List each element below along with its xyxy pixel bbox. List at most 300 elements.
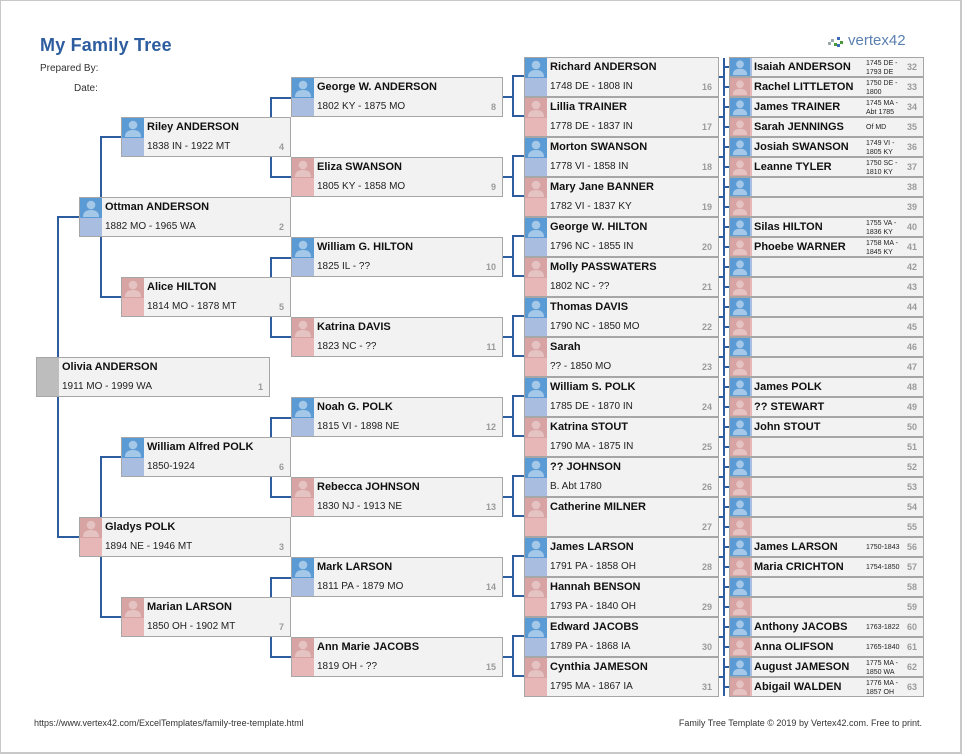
avatar-strip [730, 118, 752, 136]
person-avatar-icon [525, 418, 547, 438]
person-name: Katrina DAVIS [317, 321, 391, 333]
person-number: 61 [906, 642, 917, 652]
connector-line [512, 355, 524, 357]
person-box-31[interactable] [524, 657, 719, 697]
person-number: 4 [278, 142, 284, 152]
person-box-58[interactable] [729, 577, 924, 597]
person-number: 55 [906, 522, 917, 532]
person-box-19[interactable] [524, 177, 719, 217]
avatar-strip [730, 258, 752, 276]
person-avatar-icon [525, 378, 547, 398]
person-number: 42 [906, 262, 917, 272]
connector-line [723, 58, 725, 96]
person-box-29[interactable] [524, 577, 719, 617]
person-dates-line2: 1793 DE [866, 69, 894, 76]
prepared-by-label: Prepared By: [40, 63, 99, 74]
connector-line [57, 536, 79, 538]
person-number: 56 [906, 542, 917, 552]
connector-line [723, 338, 725, 376]
avatar-strip [292, 318, 314, 356]
person-box-49[interactable] [729, 397, 924, 417]
person-avatar-icon [292, 238, 314, 258]
person-number: 16 [701, 82, 712, 92]
person-avatar-icon [730, 418, 750, 436]
person-box-30[interactable] [524, 617, 719, 657]
person-name: Richard ANDERSON [550, 61, 657, 73]
avatar-strip [525, 458, 547, 496]
person-dates: 1785 DE - 1870 IN [550, 401, 633, 412]
avatar-strip [122, 118, 144, 156]
avatar-strip [525, 138, 547, 176]
person-avatar-icon [730, 58, 750, 76]
person-dates: 1811 PA - 1879 MO [317, 581, 404, 592]
person-number: 62 [906, 662, 917, 672]
avatar-strip [730, 598, 752, 616]
person-dates: 1790 MA - 1875 IN [550, 441, 634, 452]
person-number: 20 [701, 242, 712, 252]
logo-mark-icon [828, 34, 844, 48]
avatar-strip [730, 158, 752, 176]
person-box-21[interactable] [524, 257, 719, 297]
person-box-40[interactable] [729, 217, 924, 237]
avatar-strip [730, 398, 752, 416]
person-box-61[interactable] [729, 637, 924, 657]
connector-line [512, 475, 514, 517]
person-box-27[interactable] [524, 497, 719, 537]
person-number: 2 [278, 222, 284, 232]
person-box-43[interactable] [729, 277, 924, 297]
connector-line [512, 195, 524, 197]
connector-line [512, 515, 524, 517]
person-dates: 1838 IN - 1922 MT [147, 141, 231, 152]
connector-line [512, 155, 524, 157]
connector-line [270, 257, 291, 259]
person-box-32[interactable] [729, 57, 924, 77]
person-box-28[interactable] [524, 537, 719, 577]
person-box-39[interactable] [729, 197, 924, 217]
person-box-13[interactable] [291, 477, 503, 517]
connector-line [270, 417, 272, 437]
avatar-strip [730, 58, 752, 76]
person-dates-line2: 1810 KY [866, 169, 893, 176]
person-number: 13 [485, 502, 496, 512]
avatar-strip [292, 78, 314, 116]
person-avatar-icon [122, 118, 144, 138]
person-dates: ?? - 1850 MO [550, 361, 612, 372]
person-avatar-icon [730, 118, 750, 136]
person-box-56[interactable] [729, 537, 924, 557]
person-dates: 1796 NC - 1855 IN [550, 241, 634, 252]
person-avatar-icon [730, 478, 750, 496]
avatar-strip [292, 558, 314, 596]
person-name: August JAMESON [754, 661, 850, 673]
person-avatar-icon [730, 578, 750, 596]
person-avatar-icon [730, 598, 750, 616]
person-avatar-icon [730, 298, 750, 316]
person-dates: 1795 MA - 1867 IA [550, 681, 633, 692]
person-name: Josiah SWANSON [754, 141, 849, 153]
avatar-strip [730, 558, 752, 576]
connector-line [270, 97, 272, 117]
person-name: George W. HILTON [550, 221, 648, 233]
person-number: 36 [906, 142, 917, 152]
person-box-8[interactable] [291, 77, 503, 117]
person-name: George W. ANDERSON [317, 81, 437, 93]
person-dates [866, 679, 898, 697]
person-dates: 1850-1924 [147, 461, 195, 472]
person-dates-line1: 1745 MA - [866, 100, 898, 107]
avatar-strip [525, 98, 547, 136]
person-box-37[interactable] [729, 157, 924, 177]
person-avatar-icon [525, 178, 547, 198]
avatar-strip [730, 358, 752, 376]
person-box-5[interactable] [121, 277, 291, 317]
connector-line [723, 138, 725, 176]
person-name: Isaiah ANDERSON [754, 61, 851, 73]
person-dates: 1790 NC - 1850 MO [550, 321, 640, 332]
person-box-7[interactable] [121, 597, 291, 637]
connector-line [512, 75, 524, 77]
person-box-60[interactable] [729, 617, 924, 637]
person-name: Catherine MILNER [550, 501, 646, 513]
avatar-strip [730, 638, 752, 656]
connector-line [270, 157, 272, 177]
connector-line [270, 176, 291, 178]
avatar-strip [525, 578, 547, 616]
person-number: 10 [485, 262, 496, 272]
person-avatar-icon [525, 458, 547, 478]
page-title: My Family Tree [40, 35, 172, 55]
connector-line [512, 395, 514, 437]
person-number: 12 [485, 422, 496, 432]
person-avatar-icon [292, 398, 314, 418]
person-number: 25 [701, 442, 712, 452]
person-box-48[interactable] [729, 377, 924, 397]
avatar-strip [37, 358, 59, 396]
person-box-36[interactable] [729, 137, 924, 157]
person-box-3[interactable] [79, 517, 291, 557]
person-box-50[interactable] [729, 417, 924, 437]
person-avatar-icon [730, 438, 750, 456]
person-avatar-icon [292, 558, 314, 578]
avatar-strip [730, 278, 752, 296]
person-box-22[interactable] [524, 297, 719, 337]
person-number: 63 [906, 682, 917, 692]
person-avatar-icon [525, 218, 547, 238]
avatar-strip [730, 518, 752, 536]
avatar-strip [80, 198, 102, 236]
person-number: 26 [701, 482, 712, 492]
person-dates-line1: Of MD [866, 124, 887, 131]
person-avatar-icon [525, 578, 547, 598]
connector-line [270, 656, 291, 658]
connector-line [270, 336, 291, 338]
person-dates-line2: 1857 OH [866, 689, 895, 696]
person-box-35[interactable] [729, 117, 924, 137]
connector-line [57, 216, 79, 218]
person-avatar-icon [730, 198, 750, 216]
person-box-18[interactable] [524, 137, 719, 177]
person-name: Molly PASSWATERS [550, 261, 657, 273]
person-avatar-icon [730, 658, 750, 676]
avatar-strip [730, 538, 752, 556]
connector-line [512, 235, 524, 237]
person-number: 41 [906, 242, 917, 252]
person-name: James POLK [754, 381, 822, 393]
person-name: Ann Marie JACOBS [317, 641, 420, 653]
person-dates: 1882 MO - 1965 WA [105, 221, 196, 232]
connector-line [270, 317, 272, 337]
person-number: 3 [278, 542, 284, 552]
person-box-33[interactable] [729, 77, 924, 97]
person-name: Thomas DAVIS [550, 301, 629, 313]
person-box-1[interactable] [36, 357, 270, 397]
person-number: 22 [701, 322, 712, 332]
person-dates: 1748 DE - 1808 IN [550, 81, 633, 92]
connector-line [723, 98, 725, 136]
connector-line [100, 616, 121, 618]
person-name: Gladys POLK [105, 521, 176, 533]
person-box-57[interactable] [729, 557, 924, 577]
avatar-strip [730, 678, 752, 696]
person-name: Anthony JACOBS [754, 621, 848, 633]
person-box-26[interactable] [524, 457, 719, 497]
person-avatar-icon [730, 618, 750, 636]
person-number: 51 [906, 442, 917, 452]
person-box-53[interactable] [729, 477, 924, 497]
person-box-55[interactable] [729, 517, 924, 537]
person-box-52[interactable] [729, 457, 924, 477]
person-dates: B. Abt 1780 [550, 481, 602, 492]
person-avatar-icon [730, 218, 750, 236]
person-box-47[interactable] [729, 357, 924, 377]
avatar-strip [730, 298, 752, 316]
person-dates-line1: 1763-1822 [866, 624, 900, 631]
person-box-16[interactable] [524, 57, 719, 97]
person-number: 29 [701, 602, 712, 612]
person-number: 54 [906, 502, 917, 512]
person-box-14[interactable] [291, 557, 503, 597]
person-avatar-icon [525, 538, 547, 558]
connector-line [270, 417, 291, 419]
person-number: 50 [906, 422, 917, 432]
person-box-24[interactable] [524, 377, 719, 417]
person-avatar-icon [122, 598, 144, 618]
person-dates: 1819 OH - ?? [317, 661, 378, 672]
person-number: 21 [701, 282, 712, 292]
person-avatar-icon [730, 678, 750, 696]
person-name: Leanne TYLER [754, 161, 832, 173]
person-dates-line1: 1758 MA - [866, 240, 898, 247]
connector-line [270, 577, 291, 579]
connector-line [723, 578, 725, 616]
person-avatar-icon [730, 558, 750, 576]
person-name: Rebecca JOHNSON [317, 481, 420, 493]
person-box-41[interactable] [729, 237, 924, 257]
person-box-46[interactable] [729, 337, 924, 357]
person-name: Riley ANDERSON [147, 121, 239, 133]
avatar-strip [525, 218, 547, 256]
person-dates-line1: 1754-1850 [866, 564, 900, 571]
person-dates: 1805 KY - 1858 MO [317, 181, 406, 192]
connector-line [512, 435, 524, 437]
person-number: 38 [906, 182, 917, 192]
person-dates-line2: 1805 KY [866, 149, 893, 156]
person-avatar-icon [525, 338, 547, 358]
connector-line [512, 75, 514, 117]
person-number: 59 [906, 602, 917, 612]
person-box-54[interactable] [729, 497, 924, 517]
person-number: 18 [701, 162, 712, 172]
person-box-59[interactable] [729, 597, 924, 617]
person-avatar-icon [292, 478, 314, 498]
connector-line [512, 395, 524, 397]
person-avatar-icon [730, 358, 750, 376]
connector-line [270, 577, 272, 597]
connector-line [512, 275, 524, 277]
connector-line [512, 595, 524, 597]
person-dates: 1782 VI - 1837 KY [550, 201, 632, 212]
person-name: John STOUT [754, 421, 821, 433]
person-box-12[interactable] [291, 397, 503, 437]
person-number: 48 [906, 382, 917, 392]
person-avatar-icon [525, 618, 547, 638]
avatar-strip [730, 418, 752, 436]
person-dates-line2: 1836 KY [866, 229, 893, 236]
person-box-25[interactable] [524, 417, 719, 457]
person-dates [866, 99, 898, 117]
person-dates-line2: 1850 WA [866, 669, 895, 676]
avatar-strip [730, 218, 752, 236]
person-dates [866, 159, 898, 177]
person-number: 32 [906, 62, 917, 72]
avatar-strip [730, 198, 752, 216]
person-name: James TRAINER [754, 101, 841, 113]
avatar-strip [292, 238, 314, 276]
person-number: 9 [490, 182, 496, 192]
connector-line [100, 137, 102, 197]
person-box-6[interactable] [121, 437, 291, 477]
person-dates: 1793 PA - 1840 OH [550, 601, 636, 612]
person-name: Abigail WALDEN [754, 681, 842, 693]
person-dates-line1: 1749 VI - [866, 140, 895, 147]
person-name: Rachel LITTLETON [754, 81, 854, 93]
person-box-20[interactable] [524, 217, 719, 257]
person-name: James LARSON [754, 541, 838, 553]
avatar-strip [730, 318, 752, 336]
person-avatar-icon [730, 258, 750, 276]
person-number: 49 [906, 402, 917, 412]
person-name: Maria CRICHTON [754, 561, 844, 573]
person-number: 52 [906, 462, 917, 472]
person-box-11[interactable] [291, 317, 503, 357]
person-number: 23 [701, 362, 712, 372]
person-avatar-icon [292, 158, 314, 178]
person-number: 30 [701, 642, 712, 652]
person-dates: 1815 VI - 1898 NE [317, 421, 400, 432]
person-dates [866, 659, 898, 677]
person-avatar-icon [525, 98, 547, 118]
connector-line [512, 555, 524, 557]
date-label: Date: [74, 83, 98, 94]
person-number: 33 [906, 82, 917, 92]
person-name: Phoebe WARNER [754, 241, 846, 253]
person-number: 40 [906, 222, 917, 232]
person-box-42[interactable] [729, 257, 924, 277]
person-number: 24 [701, 402, 712, 412]
avatar-strip [525, 618, 547, 656]
person-avatar-icon [730, 638, 750, 656]
person-name: Silas HILTON [754, 221, 823, 233]
person-name: Sarah [550, 341, 581, 353]
person-name: Cynthia JAMESON [550, 661, 648, 673]
person-box-63[interactable] [729, 677, 924, 697]
person-dates [866, 623, 899, 632]
person-dates [866, 239, 898, 257]
avatar-strip [730, 338, 752, 356]
person-avatar-icon [730, 158, 750, 176]
person-box-9[interactable] [291, 157, 503, 197]
footer-url[interactable]: https://www.vertex42.com/ExcelTemplates/family-tree-template.html [34, 718, 304, 728]
connector-line [512, 635, 514, 677]
person-dates-line2: Abt 1785 [866, 109, 895, 116]
connector-line [723, 538, 725, 576]
person-box-4[interactable] [121, 117, 291, 157]
person-dates-line1: 1776 MA - [866, 680, 898, 687]
person-number: 15 [485, 662, 496, 672]
person-avatar-icon [730, 518, 750, 536]
person-dates: 1789 PA - 1868 IA [550, 641, 631, 652]
person-box-15[interactable] [291, 637, 503, 677]
person-box-34[interactable] [729, 97, 924, 117]
connector-line [57, 217, 59, 358]
person-box-17[interactable] [524, 97, 719, 137]
avatar-strip [525, 498, 547, 536]
person-box-45[interactable] [729, 317, 924, 337]
person-box-62[interactable] [729, 657, 924, 677]
person-box-2[interactable] [79, 197, 291, 237]
person-avatar-icon [122, 278, 144, 298]
avatar-strip [292, 158, 314, 196]
logo-text: vertex42 [848, 32, 906, 49]
connector-line [723, 658, 725, 696]
avatar-strip [730, 618, 752, 636]
person-number: 57 [906, 562, 917, 572]
person-number: 27 [701, 522, 712, 532]
person-avatar-icon [525, 258, 547, 278]
person-box-23[interactable] [524, 337, 719, 377]
connector-line [723, 258, 725, 296]
person-dates-line1: 1775 MA - [866, 660, 898, 667]
person-box-44[interactable] [729, 297, 924, 317]
person-dates: 1778 VI - 1858 IN [550, 161, 629, 172]
person-box-10[interactable] [291, 237, 503, 277]
person-box-38[interactable] [729, 177, 924, 197]
avatar-strip [525, 418, 547, 456]
person-number: 35 [906, 122, 917, 132]
person-box-51[interactable] [729, 437, 924, 457]
person-dates: 1802 KY - 1875 MO [317, 101, 406, 112]
avatar-strip [525, 58, 547, 96]
connector-line [723, 298, 725, 336]
connector-line [100, 237, 102, 297]
person-number: 47 [906, 362, 917, 372]
person-avatar-icon [525, 298, 547, 318]
connector-line [512, 475, 524, 477]
person-dates-line1: 1750 DE - [866, 80, 898, 87]
connector-line [723, 218, 725, 256]
person-dates-line1: 1750 SC - [866, 160, 898, 167]
